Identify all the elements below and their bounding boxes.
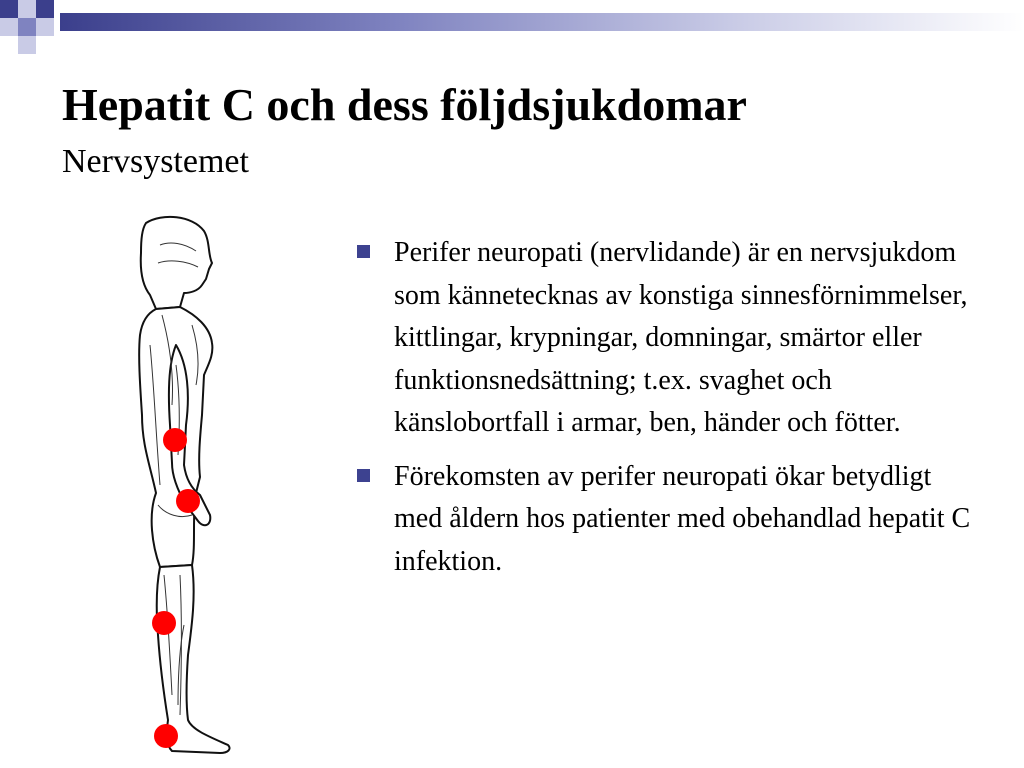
bullet-text: Förekomsten av perifer neuropati ökar betydligt med åldern hos patienter med obehandlad hepatit C infektion. — [394, 460, 971, 577]
square-bullet-icon — [357, 245, 370, 258]
marker-dot-knee — [152, 611, 176, 635]
marker-dot-foot — [154, 724, 178, 748]
marker-dot-hand — [176, 489, 200, 513]
slide-title: Hepatit C och dess följdsjukdomar — [62, 79, 747, 130]
bullet-item — [354, 232, 974, 445]
header-gradient-bar — [60, 13, 1024, 31]
bullet-list — [354, 232, 974, 594]
marker-dot-elbow — [163, 428, 187, 452]
bullet-text: Perifer neuropati (nervlidande) är en nervsjukdom som kännetecknas av konstiga sinnesförnimmelser, kittlingar, krypningar, domningar, smärtor eller funktionsnedsättning; t.ex. svaghet och känslobortfall i armar, ben, händer och fötter. — [394, 237, 968, 438]
bullet-item — [354, 456, 974, 584]
anatomy-figure — [100, 215, 260, 760]
corner-decoration — [0, 0, 80, 64]
square-bullet-icon — [357, 469, 370, 482]
slide-subtitle: Nervsystemet — [62, 143, 249, 180]
